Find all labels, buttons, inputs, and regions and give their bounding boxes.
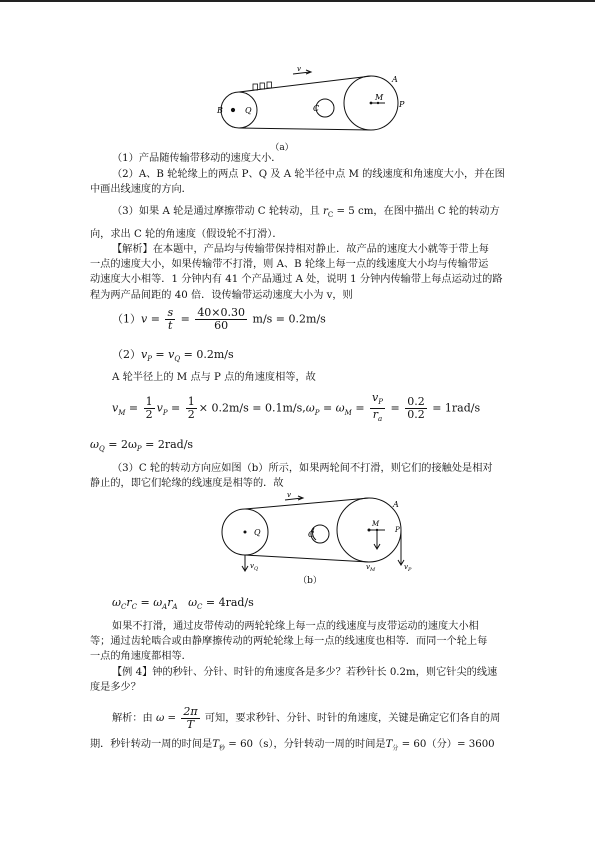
label-q: Q <box>254 528 261 537</box>
question-2-line-2: 中画出线速度的方向． <box>90 184 192 195</box>
wheel-b <box>221 92 257 128</box>
figure-b-belt-diagram <box>210 490 415 572</box>
question-3-line-2: 向，求出 C 轮的角速度（假设轮不打滑）． <box>90 229 283 240</box>
summary-line-2: 等；通过齿轮啮合或由静摩擦传动的两轮轮缘上每一点的线速度也相等．而同一个轮上每 <box>90 636 488 647</box>
label-vp: $v_P$ <box>404 563 412 572</box>
summary-line-3: 一点的角速度都相等． <box>90 651 192 662</box>
mp-statement: A 轮半径上的 M 点与 P 点的角速度相等，故 <box>112 372 316 383</box>
example-4-line-2: 度是多少？ <box>90 682 141 693</box>
figure-b-caption: （b） <box>298 576 322 586</box>
figure-a-caption: （a） <box>270 143 294 153</box>
question-1: （1）产品随传输带移动的速度大小． <box>112 153 282 164</box>
question-3-line-1: （3）如果 A 轮是通过摩擦带动 C 轮转动，且 $r_C = 5$ cm，在图中描出 C 轮的转动方 <box>112 206 500 220</box>
equation-1: （1）v = $\frac{s}{t}$ = $\frac{40\times 0.30}{60}$ m/s = 0.2m/s <box>112 306 326 332</box>
label-p: P <box>399 100 405 109</box>
label-m: M <box>375 93 384 102</box>
product-1 <box>253 84 258 90</box>
equation-3: $v_M$ = $\frac{1}{2}$ $v_P$ = $\frac{1}{2}$ × $0.2m/s = 0.1m/s,\omega_P = \omega_M$ = $\frac{v_P}{r_a}$ = $\frac{0.2}{0.2}$ = 1rad/s <box>112 391 481 424</box>
summary-line-1: 如果不打滑，通过皮带传动的两轮轮缘上每一点的线速度与皮带运动的速度大小相 <box>112 621 479 632</box>
q3-answer-line-1: （3）C 轮的转动方向应如图（b）所示，如果两轮间不打滑，则它们的接触处是相对 <box>112 463 493 474</box>
label-vm: $v_M$ <box>366 563 376 572</box>
top-rule <box>0 0 595 2</box>
label-q: Q <box>245 106 252 115</box>
analysis-line-1: 【解析】在本题中，产品均与传输带保持相对静止．故产品的速度大小就等于带上每 <box>112 244 489 255</box>
solution-line-1: 解析：由 ω = $\frac{2\pi}{T}$ 可知，要求秒针、分针、时针的角速度，关键是确定它们各自的周 <box>112 704 501 731</box>
label-v: v <box>287 491 291 499</box>
label-a: A <box>393 500 399 509</box>
analysis-line-3: 动速度大小相等．1 分钟内有 41 个产品通过 A 处，说明 1 分钟内传输带上每点运动过的路 <box>90 274 503 285</box>
label-a: A <box>392 75 398 84</box>
solution-line-2: 期．秒针转动一周的时间是$T_秒 = 60(s)$，分针转动一周的时间是$T_分 = 60$（分）= 3600 <box>90 739 495 753</box>
product-2 <box>260 83 265 89</box>
wheel-b-axle <box>231 108 234 111</box>
equation-5: $\omega_Cr_C = \omega_Ar_A$ $\omega_C = 4rad/s$ <box>112 596 254 612</box>
label-b: B <box>217 106 223 115</box>
label-vq: $v_Q$ <box>250 562 259 572</box>
label-c: C <box>308 530 315 539</box>
label-p: P <box>395 526 400 534</box>
equation-2: $(2)v_P = v_Q = 0.2m/s$ <box>112 348 234 364</box>
label-c: C <box>313 104 320 113</box>
analysis-line-2: 一点的速度大小，如果传输带不打滑，则 A、B 轮缘上每一点的线速度大小均与传输带运 <box>90 259 489 270</box>
label-v: v <box>297 65 301 73</box>
example-4-line-1: 【例 4】钟的秒针、分针、时针的角速度各是多少？若秒针长 0.2m，则它针尖的线速 <box>112 667 498 678</box>
label-m: M <box>372 520 380 528</box>
q3-answer-line-2: 静止的，即它们轮缘的线速度是相等的．故 <box>90 478 284 489</box>
equation-4: $\omega_Q = 2\omega_P = 2rad/s$ <box>90 438 194 454</box>
product-3 <box>267 82 272 88</box>
question-2-line-1: （2）A、B 轮轮缘上的两点 P、Q 及 A 轮半径中点 M 的线速度和角速度大小，并在图 <box>112 169 505 180</box>
analysis-line-4: 程为两产品间距的 40 倍．设传输带运动速度大小为 v，则 <box>90 290 353 301</box>
belt-bottom <box>239 128 371 130</box>
figure-a-belt-diagram <box>205 62 420 142</box>
